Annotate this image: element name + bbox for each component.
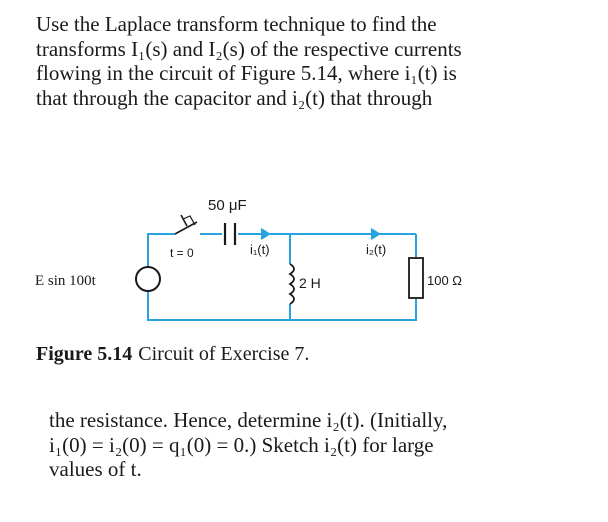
inductor	[290, 264, 294, 304]
current-arrow-i1	[261, 229, 269, 239]
resistor	[409, 258, 423, 298]
capacitor-label: 50 μF	[208, 197, 247, 214]
current-i1-label: i₁(t)	[250, 242, 270, 257]
text-line: values of t.	[49, 457, 142, 481]
inductor-label: 2 H	[299, 275, 321, 291]
voltage-source	[136, 267, 160, 291]
current-arrow-i2	[371, 229, 379, 239]
current-i2-label: i₂(t)	[366, 242, 387, 257]
source-label: E sin 100t	[35, 273, 96, 289]
text-line: the resistance. Hence, determine i₂(t). (Initially,	[49, 408, 448, 432]
text-line: that through the capacitor and i₂(t) that through	[36, 85, 433, 110]
switch-label: t = 0	[170, 246, 194, 260]
caption-text: Circuit of Exercise 7.	[138, 343, 310, 365]
text-line: Use the Laplace transform technique to find the	[36, 12, 437, 36]
capacitor	[225, 223, 235, 245]
resistor-label: 100 Ω	[427, 273, 463, 288]
text-line: flowing in the circuit of Figure 5.14, where i₁(t) is	[36, 61, 457, 85]
problem-text-part-2	[49, 408, 599, 482]
switch	[175, 215, 197, 234]
text-line: transforms I₁(s) and I₂(s) of the respective currents	[36, 36, 462, 61]
figure-number: Figure 5.14	[36, 343, 133, 365]
figure-caption	[36, 343, 309, 366]
text-line: i₁(0) = i₂(0) = q₁(0) = 0.) Sketch i₂(t) for large	[49, 432, 434, 457]
wire-right-bottom	[148, 290, 416, 320]
